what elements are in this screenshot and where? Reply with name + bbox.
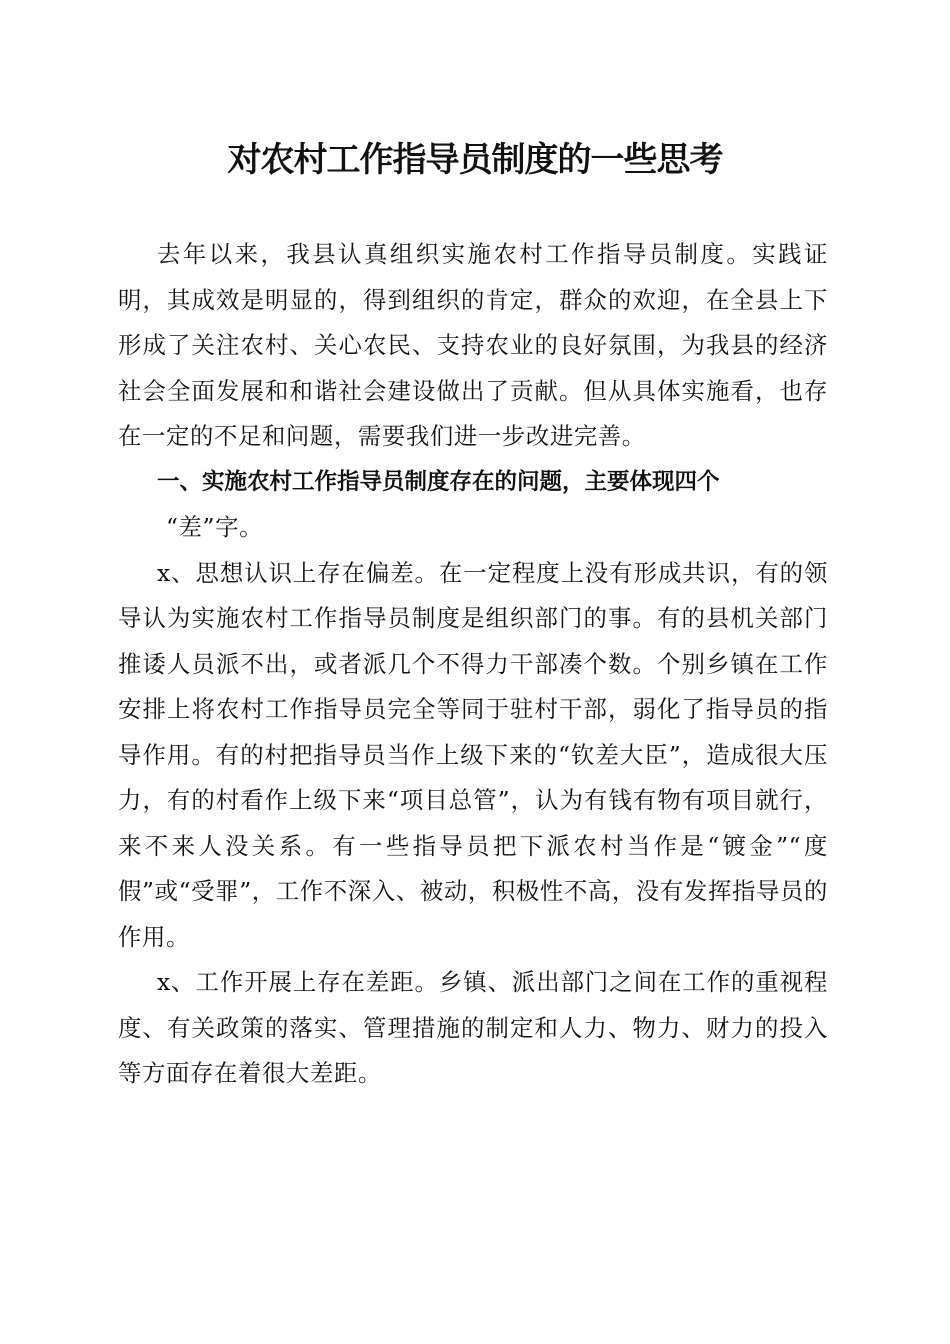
item-paragraph-2: x、工作开展上存在差距。乡镇、派出部门之间在工作的重视程度、有关政策的落实、管理措施的制定和人力、物力、财力的投入等方面存在着很大差距。 (118, 968, 828, 1087)
document-title: 对农村工作指导员制度的一些思考 (227, 140, 723, 180)
document-body (118, 232, 828, 1097)
section-heading-text: 一、实施农村工作指导员制度存在的问题，主要体现四个 (157, 468, 720, 495)
section-heading (118, 460, 828, 551)
section-heading-continuation: “差”字。 (166, 513, 264, 541)
item-paragraph-1: x、思想认识上存在偏差。在一定程度上没有形成共识，有的领导认为实施农村工作指导员制度是组织部门的事。有的县机关部门推诿人员派不出，或者派几个不得力干部凑个数。个别乡镇在工作安排上将农村工作指导员完全等同于驻村干部，弱化了指导员的指导作用。有的村把指导员当作上级下来的“钦差大臣”，造成很大压力，有的村看作上级下来“项目总管”，认为有钱有物有项目就行，来不来人没关系。有一些指导员把下派农村当作是“镀金”“度假”或“受罪”，工作不深入、被动，积极性不高，没有发挥指导员的作用。 (118, 558, 828, 951)
intro-paragraph: 去年以来，我县认真组织实施农村工作指导员制度。实践证明，其成效是明显的，得到组织的肯定，群众的欢迎，在全县上下形成了关注农村、关心农民、支持农业的良好氛围，为我县的经济社会全面发展和和谐社会建设做出了贡献。但从具体实施看，也存在一定的不足和问题，需要我们进一步改进完善。 (118, 240, 828, 450)
